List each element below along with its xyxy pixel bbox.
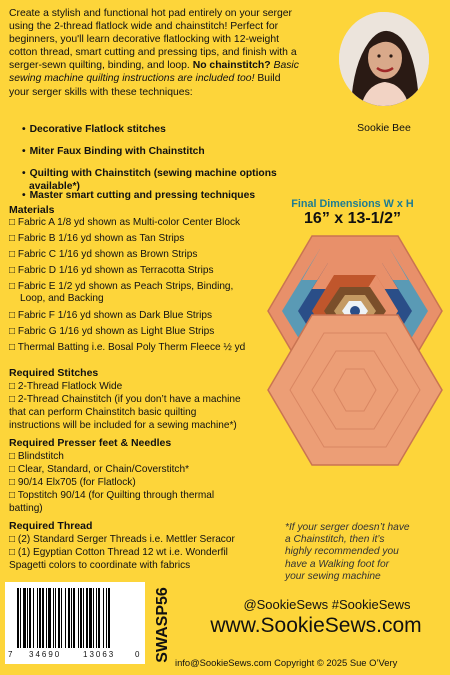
barcode-bar [78,588,79,648]
barcode-bar [29,588,31,648]
intro-line [9,72,331,85]
intro-bold: No chainstitch? [192,60,271,72]
stitches-list [9,380,279,432]
list-item: • Quilting with Chainstitch (sewing machine options available*) [29,167,329,189]
barcode-bar [27,588,28,648]
barcode-bar [37,588,38,648]
materials-list [9,217,271,358]
list-item: □ Topstitch 90/14 (for Quilting through thermal [9,490,215,501]
barcode [5,582,145,664]
barcode-bar [17,588,19,648]
author-name: Sookie Bee [357,122,411,134]
sku-text: SWASP56 [154,587,171,663]
intro-line: cotton thread, smart cutting and pressing tips, and finish with a [9,47,297,59]
portrait-icon [339,12,429,106]
barcode-bar [86,588,88,648]
barcode-digit: 0 [135,650,140,659]
thread-heading: Required Thread [9,520,93,532]
list-item: □ Fabric D 1/16 yd shown as Terracotta Strips [9,265,214,276]
barcode-bar [42,588,44,648]
note-line: highly recommended you [285,546,399,558]
barcode-digit: 7 [8,650,13,659]
list-item [9,281,271,310]
barcode-bar [71,588,72,648]
note-line: your sewing machine [285,570,381,582]
materials-heading: Materials [9,204,55,216]
barcode-bar [39,588,41,648]
barcode-bar [103,588,104,648]
barcode-bar [68,588,70,648]
barcode-bar [93,588,94,648]
list-item: □ 2-Thread Chainstitch (if you don’t have a machine [9,394,241,405]
intro-paragraph [9,7,331,99]
list-item: □ 90/14 Elx705 (for Flatlock) [9,477,136,488]
intro-line [9,59,331,72]
barcode-bar [61,588,62,648]
website-link[interactable]: www.SookieSews.com [210,614,422,637]
author-photo [339,12,429,106]
note-line: have a Walking foot for [285,558,390,570]
barcode-bar [89,588,92,648]
barcode-bar [48,588,51,648]
intro-line: your serger skills with these techniques: [9,86,193,98]
intro-italic: sewing machine quilting instructions are included too! [9,73,255,85]
list-item: □ (1) Egyptian Cotton Thread 12 wt i.e. Wonderfil [9,547,228,558]
list-item: Spagetti colors to coordinate with fabrics [9,560,191,571]
barcode-bar [33,588,34,648]
barcode-bar [20,588,21,648]
barcode-bar [55,588,56,648]
barcode-bar [108,588,110,648]
thread-list [9,533,279,572]
list-item: □ Fabric A 1/8 yd shown as Multi-color Center Block [9,217,241,228]
list-item: □ Fabric F 1/16 yd shown as Dark Blue Strips [9,310,213,321]
barcode-bar [83,588,84,648]
list-item: • Decorative Flatlock stitches [29,123,329,145]
note-line: *If your serger doesn’t have [285,522,410,533]
intro-italic: Basic [270,60,299,72]
list-item: □ Fabric G 1/16 yd shown as Light Blue Strips [9,326,215,337]
note-line: a Chainstitch, then it’s [285,534,385,546]
contact-copyright: info@SookieSews.com Copyright © 2025 Sue O’Very [175,657,398,668]
hot-pad-photo [262,233,448,468]
walking-foot-note [285,522,443,583]
list-item: instructions will be included for a sewing machine*) [9,420,237,431]
sku-code [151,585,173,665]
list-item: • Miter Faux Binding with Chainstitch [29,145,329,167]
barcode-bar [80,588,82,648]
list-item: □ 2-Thread Flatlock Wide [9,381,123,392]
list-item: batting) [9,503,43,514]
list-item-continuation: Loop, and Backing [20,293,104,304]
list-item: □ Fabric B 1/16 yd shown as Tan Strips [9,233,185,244]
dimensions-value: 16” x 13-1/2” [304,210,401,227]
barcode-bar [23,588,26,648]
barcode-bar [58,588,60,648]
list-item-text: □ Fabric E 1/2 yd shown as Peach Strips, Binding, [9,281,234,292]
intro-line: beginners, you'll learn decorative flatlocking with 12-weight [9,34,279,46]
list-item: □ Thermal Batting i.e. Bosal Poly Therm Fleece ½ yd [9,342,246,353]
dimensions-label: Final Dimensions W x H [291,198,414,210]
barcode-bar [73,588,75,648]
list-item: • Master smart cutting and pressing techniques [29,189,329,211]
list-item: □ Blindstitch [9,451,64,462]
barcode-digit-group: 13063 [83,650,116,659]
presser-list [9,450,279,515]
intro-line: Create a stylish and functional hot pad entirely on your serger [9,8,293,19]
barcode-bar [46,588,47,648]
intro-line: using the 2-thread flatlock wide and chainstitch! Perfect for [9,21,279,33]
stitches-heading: Required Stitches [9,367,99,379]
barcode-bar [106,588,107,648]
list-item: that can perform Chainstitch basic quilting [9,407,197,418]
barcode-bar [96,588,97,648]
barcode-bars [5,582,145,664]
barcode-bar [98,588,100,648]
barcode-bar [53,588,54,648]
barcode-digit-group: 34690 [29,650,62,659]
barcode-bar [65,588,66,648]
intro-text: serger-sewn quilting, binding, and loop. [9,60,193,72]
list-item: □ Fabric C 1/16 yd shown as Brown Strips [9,249,198,260]
list-item: □ Clear, Standard, or Chain/Coverstitch* [9,464,190,475]
list-item: □ (2) Standard Serger Threads i.e. Mettler Seracor [9,534,235,545]
intro-text: Build [254,73,281,85]
social-handles: @SookieSews #SookieSews [243,597,411,612]
presser-heading: Required Presser feet & Needles [9,437,172,449]
